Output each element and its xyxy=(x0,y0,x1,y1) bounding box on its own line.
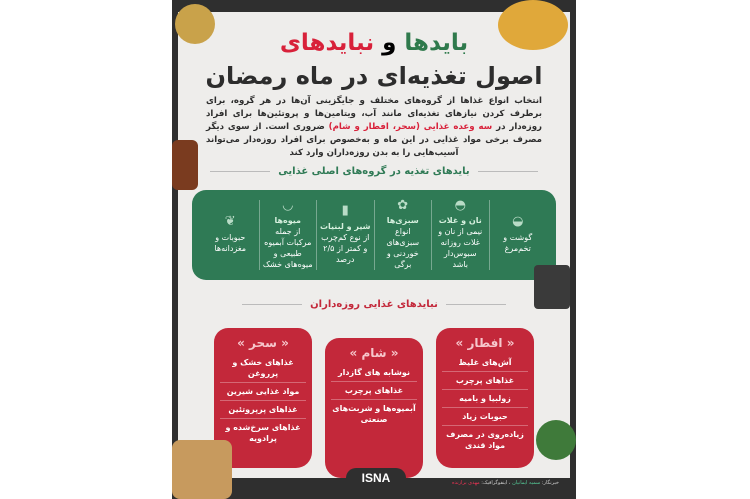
donts-heading-text: نبایدهای غذایی روزه‌داران xyxy=(310,299,438,310)
card-item: حبوبات زیاد xyxy=(442,408,528,426)
card-item: غذاهای پرچرب xyxy=(442,372,528,390)
card-title-text: سحر xyxy=(249,336,277,350)
credits: خبرنگار: سمیه ایمانیان ، اینفوگرافیک: مهدی برازنده xyxy=(452,480,559,486)
card-item: زولبیا و بامیه xyxy=(442,390,528,408)
herbs-icon: ✿ xyxy=(397,198,409,213)
beans-icon: ❦ xyxy=(224,214,236,229)
dos-item xyxy=(374,200,432,270)
title-line2: اصول تغذیه‌ای در ماه رمضان xyxy=(205,62,543,90)
title-donts: نبایدهای xyxy=(279,30,375,56)
card-title-text: شام xyxy=(361,346,387,360)
donts-card xyxy=(436,328,534,468)
dos-item-text: از نوع کم‌چرب و کمتر از ۲/۵ درصد xyxy=(321,233,370,264)
intro-text-1: انتخاب انواع غذاها از گروه‌های مختلف و جایگزینی آن‌ها در هر گروه، برای برطرف کردن نیازهای تغذیه‌ای مانند آب، ویتامین‌ها و پروتئین‌ها برای افراد روزه‌دار در xyxy=(206,96,542,132)
dos-item-text: گوشت و تخم‌مرغ xyxy=(503,233,533,253)
card-item: آش‌های غلیظ xyxy=(442,354,528,372)
card-item: زیاده‌روی در مصرف مواد قندی xyxy=(446,430,524,450)
card-title-text: افطار xyxy=(467,336,503,350)
card-item: غذاهای پرپروتئین xyxy=(220,401,306,419)
card-item: غذاهای خشک و پرروغن xyxy=(220,354,306,383)
dos-heading-text: بایدهای تغذیه در گروه‌های اصلی غذایی xyxy=(278,166,470,177)
food-image-bread xyxy=(172,440,232,499)
dos-item-text: حبوبات و مغزدانه‌ها xyxy=(214,233,246,253)
dos-item xyxy=(489,200,547,270)
donts-heading xyxy=(178,299,570,310)
meat-icon: ◒ xyxy=(512,214,524,229)
title-dos: بایدها xyxy=(404,30,469,56)
food-image-top-left xyxy=(175,4,215,44)
dos-item-title: سبزی‌ها xyxy=(386,216,419,225)
dos-item-title: نان و غلات xyxy=(438,216,482,225)
card-item: آبمیوه‌ها و شربت‌های صنعتی xyxy=(332,404,416,424)
card-title: « شام » xyxy=(349,346,399,360)
food-image-herbs xyxy=(536,420,576,460)
dos-band xyxy=(192,190,556,280)
dos-item xyxy=(202,200,259,270)
dos-item-title: شیر و لبنیات xyxy=(320,222,371,231)
card-title: « افطار » xyxy=(455,336,515,350)
dos-item xyxy=(316,200,374,270)
card-item: نوشابه های گازدار xyxy=(331,364,417,382)
card-item: مواد غذایی شیرین xyxy=(220,383,306,401)
dos-item-title: میوه‌ها xyxy=(274,216,302,225)
infographic xyxy=(178,12,570,478)
reporter-name: سمیه ایمانیان xyxy=(512,480,541,486)
donts-cards xyxy=(214,328,534,478)
dos-heading xyxy=(178,166,570,177)
intro-paragraph xyxy=(206,95,542,160)
intro-text-2: ضروری است. از سوی دیگر مصرف برخی مواد غذایی در این ماه و به‌خصوص برای افراد روزه‌دار می‌تواند آسیب‌هایی را به بدن روزه‌داران وارد کند xyxy=(206,122,542,158)
intro-highlight: سه وعده غذایی (سحر، افطار و شام) xyxy=(328,122,493,132)
food-image-tea xyxy=(172,140,198,190)
dos-item xyxy=(431,200,489,270)
title-and: و xyxy=(374,30,405,56)
isna-logo: ISNA xyxy=(346,468,406,488)
fruit-bowl-icon: ◡ xyxy=(282,198,294,213)
food-image-dates xyxy=(498,0,568,50)
dos-item-text: انواع سبزی‌های خوردنی و برگی xyxy=(386,227,420,269)
donts-card xyxy=(325,338,423,478)
food-image-cheese xyxy=(534,265,570,309)
milk-icon: ▮ xyxy=(341,203,349,218)
designer-name: مهدی برازنده xyxy=(452,480,480,486)
dos-item-text: از جمله مرکبات آبمیوه طبیعی و میوه‌های خشک xyxy=(262,227,313,269)
dos-item-text: نیمی از نان و غلات روزانه سبوس‌دار باشد xyxy=(438,227,483,269)
reporter-label: خبرنگار: xyxy=(541,480,559,486)
card-item: غذاهای سرخ‌شده و پرادویه xyxy=(225,423,301,443)
bread-icon: ◓ xyxy=(454,198,466,213)
dos-item xyxy=(259,200,317,270)
designer-label: اینفوگرافیک: xyxy=(481,480,508,486)
card-item: غذاهای پرچرب xyxy=(331,382,417,400)
card-title: « سحر » xyxy=(237,336,289,350)
